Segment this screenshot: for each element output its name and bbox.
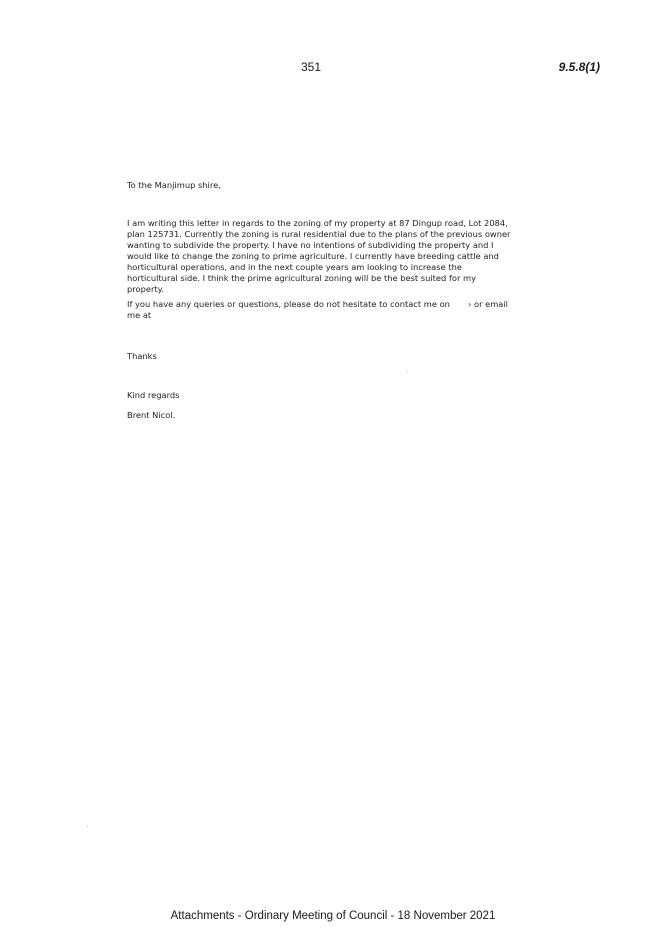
scan-speck bbox=[407, 371, 408, 372]
agenda-item-reference: 9.5.8(1) bbox=[558, 60, 600, 74]
letter-closing: Kind regards bbox=[127, 390, 180, 400]
letter-thanks: Thanks bbox=[127, 351, 157, 361]
page-number: 351 bbox=[300, 60, 322, 74]
letter-salutation: To the Manjimup shire, bbox=[127, 180, 221, 190]
page-footer: Attachments - Ordinary Meeting of Council - 18 November 2021 bbox=[170, 910, 496, 922]
contact-line bbox=[127, 299, 513, 310]
contact-email-line: me at bbox=[127, 310, 152, 320]
contact-suffix: › or email bbox=[468, 299, 508, 309]
letter-signature: Brent Nicol. bbox=[127, 410, 176, 420]
letter-main-paragraph: I am writing this letter in regards to the zoning of my property at 87 Dingup road, Lot 2084, plan 125731. Currently the zoning is rural residential due to the plans of the previous owner wanting to subdivide the property. I have no intentions of subdividing the property and I would like to change the zoning to prime agriculture. I currently have breeding cattle and horticultural operations, and in the next couple years am looking to increase the horticultural side. I think the prime agricultural zoning will be the best suited for my property. bbox=[127, 218, 511, 294]
letter-contact-paragraph bbox=[127, 299, 513, 321]
scan-speck bbox=[87, 826, 88, 827]
contact-prefix: If you have any queries or questions, please do not hesitate to contact me on bbox=[127, 299, 450, 309]
